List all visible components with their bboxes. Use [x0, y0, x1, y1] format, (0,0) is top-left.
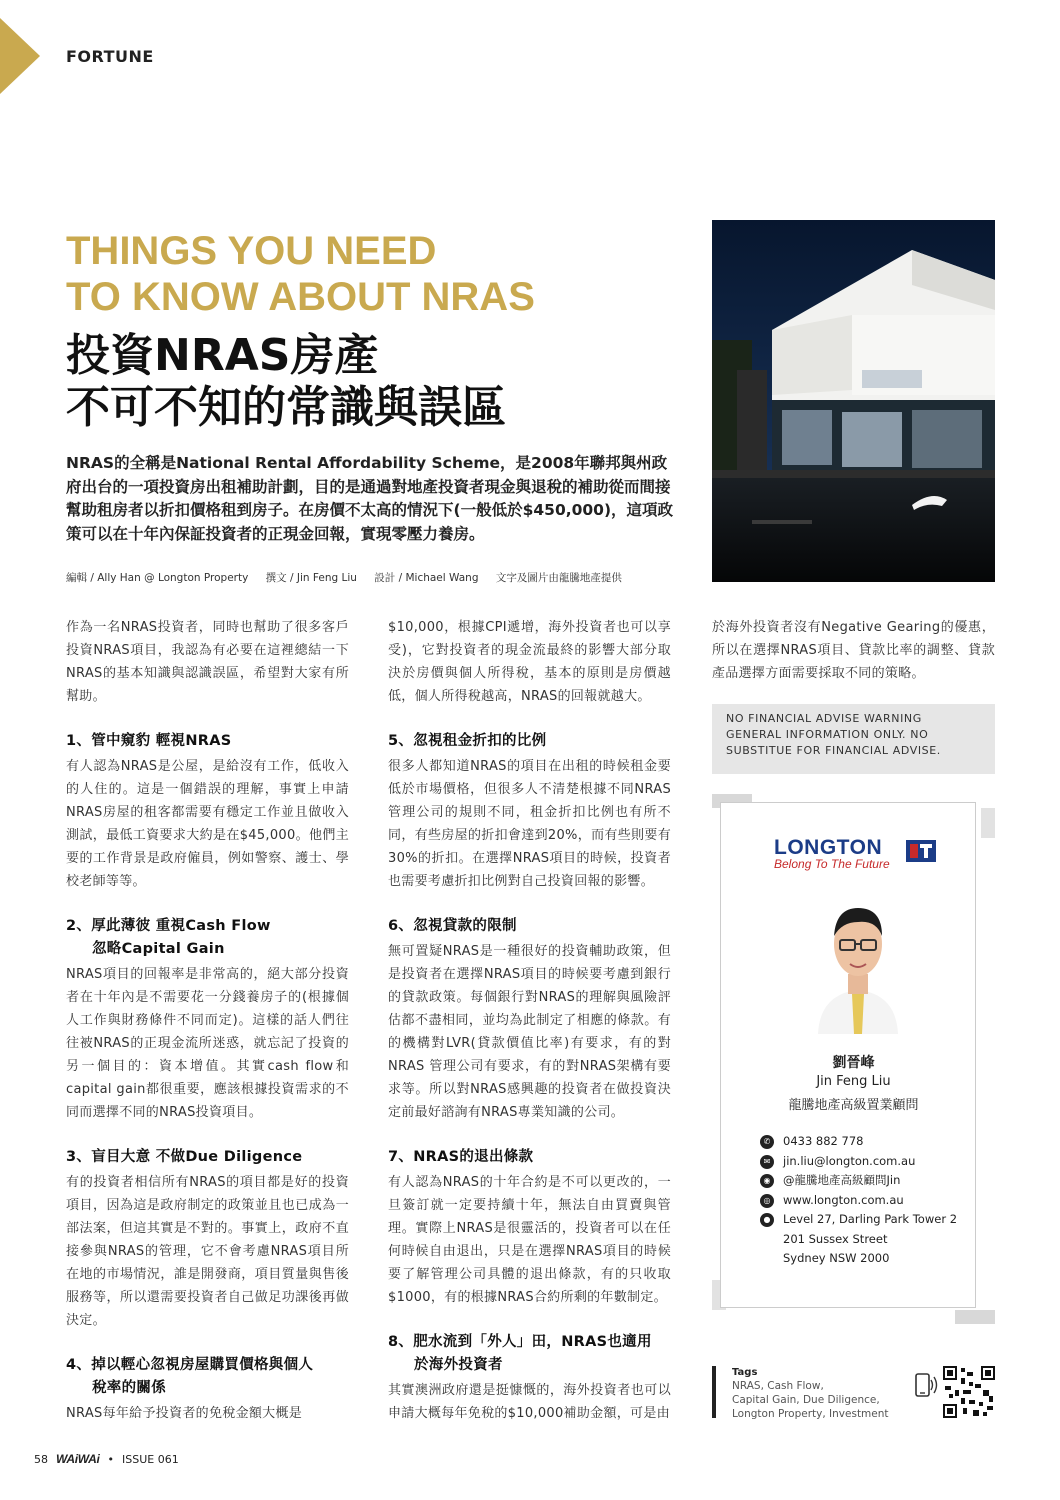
page-number: 58: [34, 1452, 48, 1466]
credits-line: [66, 570, 686, 585]
agent-role: 龍騰地產高級置業顧問: [788, 1098, 919, 1113]
tags-label: Tags: [732, 1367, 758, 1378]
agent-name-chinese: 劉晉峰: [832, 1055, 875, 1071]
section-7-body: 有人認為NRAS的十年合約是不可以更改的，一旦簽訂就一定要持續十年，無法自由買賣與管理。實際上NRAS是很靈活的，投資者可以在任何時候自由退出，只是在選擇NRAS項目的時候要了解管理公司具體的退出條款，有的只收取$1000，有的根據NRAS合約所剩的年數制定。: [388, 1175, 671, 1305]
financial-advice-warning: NO FINANCIAL ADVISE WARNING GENERAL INFORMATION ONLY. NO SUBSTITUE FOR FINANCIAL ADVISE.: [712, 704, 995, 774]
contact-email: [760, 1152, 980, 1172]
section-5-body: 很多人都知道NRAS的項目在出租的時候租金要低於市場價格，但很多人不清楚根據不同NRAS管理公司的規則不同，租金折扣比例也有所不同，有些房屋的折扣會達到20%，而有些則要有30%的折扣。在選擇NRAS項目的時候，投資者也需要考慮折扣比例對自己投資回報的影響。: [388, 759, 671, 889]
house-illustration: [712, 220, 995, 582]
email-address[interactable]: jin.liu@longton.com.au: [783, 1153, 916, 1168]
logo-tagline: Belong To The Future: [774, 857, 890, 871]
chinese-title-line-2: 不可不知的常識與誤區: [66, 382, 506, 433]
weibo-handle: @龍騰地產高級顧問Jin: [783, 1173, 901, 1187]
section-1-body: 有人認為NRAS是公屋，是給沒有工作，低收入的人住的。這是一個錯誤的理解，事實上申請NRAS房屋的租客都需要有穩定工作並且做收入測試，最低工資要求大約是在$45,000。他們主要的工作背景是政府僱員，例如警察、護士、學校老師等等。: [66, 759, 349, 889]
intro-paragraph: NRAS的全稱是National Rental Affordability Scheme，是2008年聯邦與州政府出台的一項投資房出租補助計劃，目的是通過對地產投資者現金與退稅的補助從而間接幫助租房者以折扣價格租到房子。在房價不太高的情況下(一般低於$450,000)，這項政策可以在十年內保証投資者的正現金回報，實現零壓力養房。: [66, 454, 674, 543]
article-column-2: [388, 616, 671, 1425]
chinese-title-line-1: 投資NRAS房產: [66, 330, 379, 381]
tags-box: [712, 1366, 912, 1418]
section-1-heading: 1、管中窺豹 輕視NRAS: [66, 733, 232, 749]
corner-accent: [0, 18, 40, 94]
address-line-3: Sydney NSW 2000: [783, 1251, 890, 1265]
weibo-icon: ◉: [760, 1174, 774, 1188]
article-column-1: [66, 616, 349, 1425]
column-3-lead: 於海外投資者沒有Negative Gearing的優惠，所以在選擇NRAS項目、貸款比率的調整、貸款產品選擇方面需要採取不同的策略。: [712, 620, 995, 681]
section-8-heading-line-1: 8、肥水流到「外人」田，NRAS也適用: [388, 1334, 652, 1350]
contact-website: [760, 1191, 980, 1211]
longton-logo: [774, 836, 954, 876]
column-1-lead: 作為一名NRAS投資者，同時也幫助了很多客戶投資NRAS項目，我認為有必要在這裡總結一下NRAS的基本知識與認識誤區，希望對大家有所幫助。: [66, 620, 349, 704]
section-4-heading: [66, 1354, 349, 1400]
agent-name-english: Jin Feng Liu: [816, 1074, 891, 1089]
location-pin-icon: ●: [760, 1213, 774, 1227]
card-fold-decoration: [955, 1310, 995, 1324]
tags-line-2: Capital Gain, Due Diligence,: [732, 1394, 880, 1406]
section-2-heading-line-1: 2、厚此薄彼 重視Cash Flow: [66, 918, 271, 934]
contact-phone: [760, 1132, 980, 1152]
section-2-heading-line-2: 忽略Capital Gain: [92, 941, 225, 957]
credit-design: 設計 / Michael Wang: [374, 572, 479, 584]
section-label: FORTUNE: [66, 47, 154, 66]
address-line-2: 201 Sussex Street: [783, 1231, 888, 1246]
english-title: [66, 228, 686, 320]
section-5-heading: 5、忽視租金折扣的比例: [388, 733, 547, 749]
page-footer: [34, 1452, 179, 1466]
section-4-body: NRAS每年給予投資者的免稅金額大概是: [66, 1406, 303, 1421]
logo-wordmark: LONGTON: [774, 836, 883, 859]
article-column-3: [712, 616, 995, 685]
phone-icon: ✆: [760, 1135, 774, 1149]
english-title-line-2: TO KNOW ABOUT NRAS: [66, 275, 535, 319]
section-8-heading: [388, 1331, 671, 1377]
credit-writer: 撰文 / Jin Feng Liu: [265, 572, 357, 584]
section-8-heading-line-2: 於海外投資者: [414, 1357, 503, 1373]
agent-portrait: [810, 894, 906, 1034]
website-url[interactable]: www.longton.com.au: [783, 1192, 904, 1207]
credit-source: 文字及圖片由龍騰地產提供: [495, 572, 622, 584]
issue-number: ISSUE 061: [122, 1452, 179, 1466]
footer-separator: •: [107, 1452, 115, 1466]
section-3-heading: 3、盲目大意 不做Due Diligence: [66, 1149, 303, 1165]
magazine-brand: WAiWAi: [56, 1452, 100, 1466]
section-3-body: 有的投資者相信所有NRAS的項目都是好的投資項目，因為這是政府制定的政策並且也已成為一部法案，但這其實是不對的。事實上，政府不直接參與NRAS的管理，它不會考慮NRAS項目所在地的市場情況，誰是開發商，項目質量與售後服務等，所以還需要投資者自己做足功課後再做決定。: [66, 1175, 349, 1328]
address-line-1: Level 27, Darling Park Tower 2: [783, 1212, 958, 1226]
section-6-heading: 6、忽視貸款的限制: [388, 918, 517, 934]
globe-icon: ◎: [760, 1194, 774, 1208]
section-4-heading-line-2: 稅率的關係: [92, 1380, 166, 1396]
section-2-heading: [66, 915, 349, 961]
email-icon: ✉: [760, 1155, 774, 1169]
logo-mark-icon: [904, 836, 938, 866]
credit-editor: 編輯 / Ally Han @ Longton Property: [66, 572, 249, 584]
qr-code[interactable]: [943, 1366, 995, 1418]
tags-line-3: Longton Property, Investment: [732, 1408, 889, 1420]
contact-list: [760, 1132, 980, 1269]
tags-line-1: NRAS, Cash Flow,: [732, 1380, 824, 1392]
chinese-title: [66, 330, 686, 434]
contact-weibo: [760, 1171, 980, 1191]
section-7-heading: 7、NRAS的退出條款: [388, 1149, 534, 1165]
column-2-lead: $10,000，根據CPI遞增，海外投資者也可以享受)，它對投資者的現金流最終的影響大部分取決於房價與個人所得稅，基本的原則是房價越低，個人所得稅越高，NRAS的回報就越大。: [388, 620, 671, 704]
phone-number: 0433 882 778: [783, 1134, 864, 1148]
mobile-scan-icon: [912, 1372, 938, 1398]
section-8-body: 其實澳洲政府還是挺慷慨的，海外投資者也可以申請大概每年免稅的$10,000補助金額，可是由: [388, 1383, 671, 1421]
section-2-body: NRAS項目的回報率是非常高的，絕大部分投資者在十年內是不需要花一分錢養房子的(根據個人工作與財務條件不同而定)。這樣的話人們往往被NRAS的正現金流所迷惑，就忘記了投資的另一個目的：資本增值。其實cash flow和capital gain都很重要，應該根據投資需求的不同而選擇不同的NRAS投資項目。: [66, 967, 349, 1120]
agent-contact-card: [712, 794, 995, 1324]
section-4-heading-line-1: 4、掉以輕心忽視房屋購買價格與個人: [66, 1357, 314, 1373]
card-fold-decoration: [981, 808, 995, 838]
hero-photo-modern-house: [712, 220, 995, 582]
section-6-body: 無可置疑NRAS是一種很好的投資輔助政策，但是投資者在選擇NRAS項目的時候要考慮到銀行的貸款政策。每個銀行對NRAS的理解與風險評估都不盡相同，並均為此制定了相應的條款。有的機構對LVR(貸款價值比率)有要求，有的對NRAS 管理公司有要求，有的對NRAS架構有要求等。所以對NRAS感興趣的投資者在做投資決定前最好諮詢有NRAS專業知識的公司。: [388, 944, 671, 1120]
contact-address: [760, 1210, 980, 1230]
english-title-line-1: THINGS YOU NEED: [66, 229, 437, 273]
